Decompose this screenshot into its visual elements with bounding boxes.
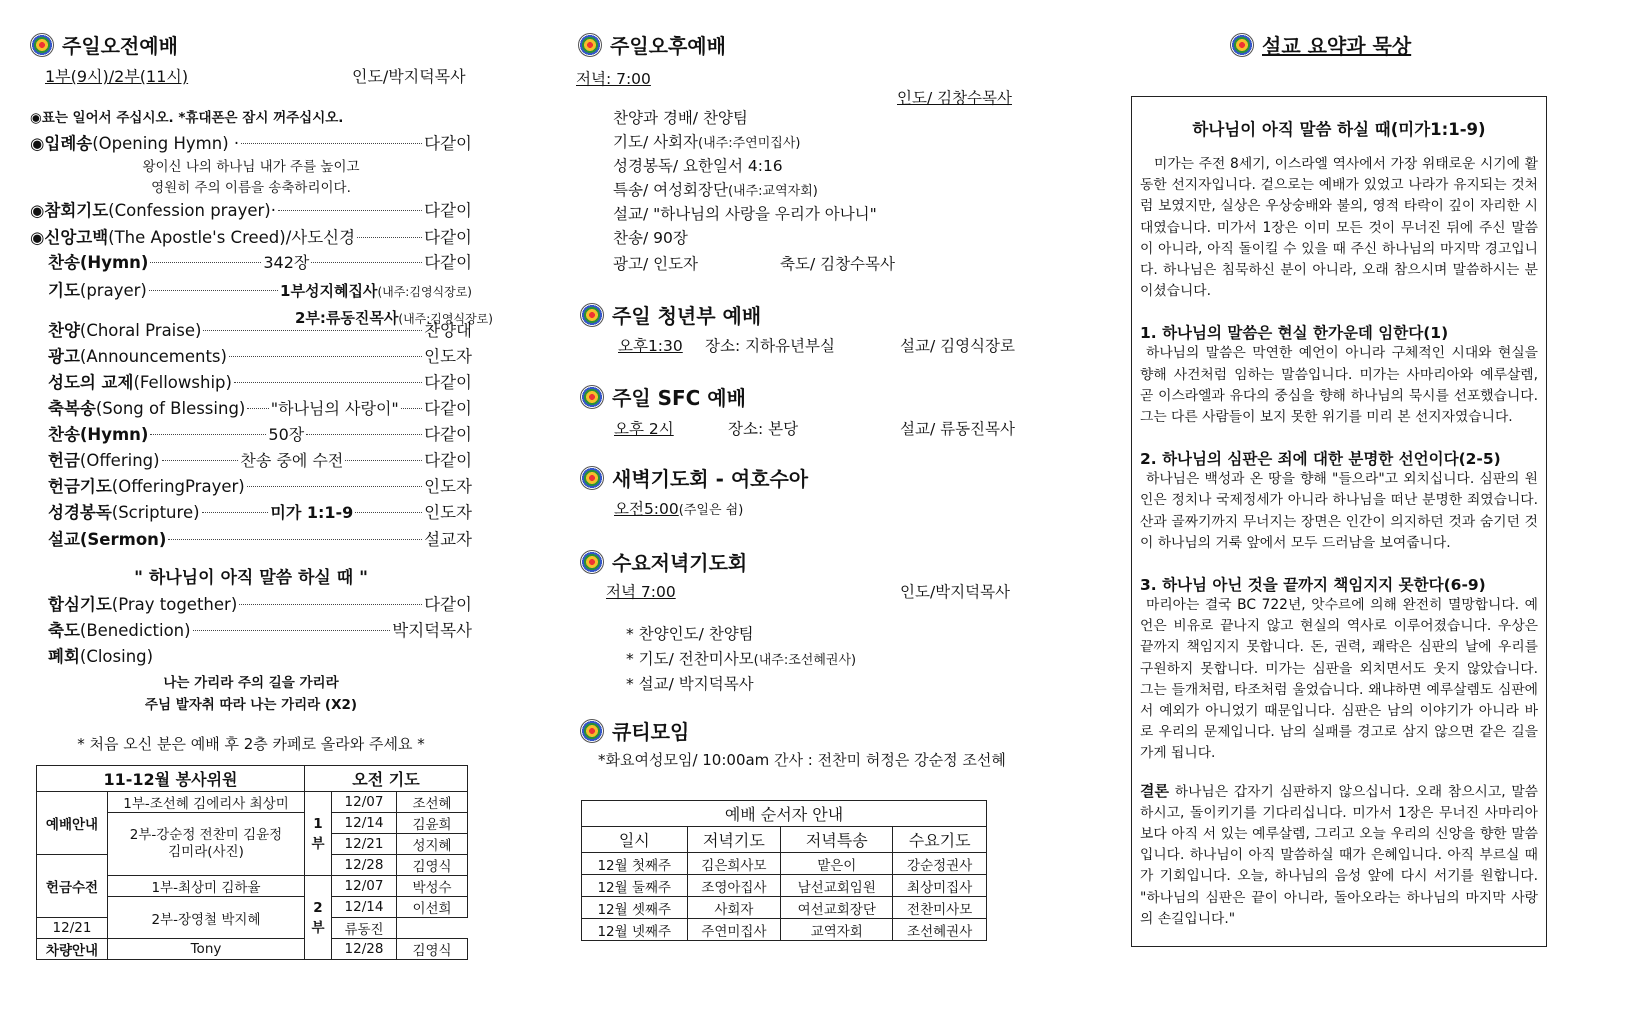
prayer-person: 김영식 (397, 855, 468, 876)
prayer-person: 김윤희 (397, 813, 468, 834)
worship-order-row (30, 197, 472, 221)
wednesday-prayer-title: 수요저녁기도회 (612, 551, 748, 575)
worship-order-leader: 인도자 (424, 503, 472, 522)
order-table-row (582, 919, 987, 941)
dawn-prayer-header (580, 463, 808, 492)
order-table-cell: 여선교회장단 (781, 897, 893, 919)
morning-service-header (30, 30, 178, 59)
prayer-date: 12/21 (332, 834, 397, 855)
sermon-summary-box-title: 하나님이 아직 말씀 하실 때(미가1:1-9) (1192, 120, 1486, 139)
opening-hymn-line2: 영원히 주의 이름을 송축하리이다. (151, 180, 351, 196)
leader-dots (202, 512, 269, 513)
worship-order-detail: 50장 (268, 425, 305, 444)
afternoon-service-leader: 인도/ 김창수목사 (897, 89, 1012, 107)
afternoon-line-note: (내주:교역자회) (727, 184, 818, 199)
worship-order-detail: 미가 1:1-9 (270, 503, 354, 522)
leader-dots (278, 210, 422, 211)
worship-order-leader: 다같이 (424, 228, 472, 247)
afternoon-service-title: 주일오후예배 (610, 34, 726, 58)
afternoon-benediction: 축도/ 김창수목사 (780, 255, 895, 273)
sfc-service-place: 장소: 본당 (728, 420, 799, 438)
afternoon-line-text: 설교/ "하나님의 사랑을 우리가 아나니" (613, 205, 877, 223)
worship-order-sub: (Closing) (79, 647, 154, 666)
order-table-header-row (582, 827, 987, 853)
worship-order-label: 성경봉독 (48, 503, 112, 522)
qt-header (580, 716, 689, 745)
prayer-person: 이선희 (397, 897, 468, 918)
worship-order-leader: 다같이 (424, 595, 472, 614)
order-table-cell: 12월 셋째주 (582, 897, 688, 919)
worship-order-row (30, 395, 472, 419)
worship-order-label: 축도 (48, 621, 80, 640)
volunteer-item: 1부-최상미 김하율 (108, 876, 305, 897)
sermon-section-heading: 2. 하나님의 심판은 죄에 대한 분명한 선언이다(2-5) (1140, 450, 1501, 469)
standing-notice: ◉표는 일어서 주십시오. *휴대폰은 잠시 꺼주십시오. (30, 110, 344, 126)
order-table-row (582, 875, 987, 897)
order-table-cell: 김은희사모 (687, 853, 781, 875)
morning-service-title: 주일오전예배 (62, 34, 178, 58)
worship-order-sub: (Announcements) (79, 347, 227, 366)
prayer-part-label: 1 부 (305, 792, 332, 876)
volunteer-table-head-right: 오전 기도 (305, 766, 468, 792)
volunteer-group-label: 헌금수전 (37, 855, 108, 918)
prayer-date: 12/28 (332, 939, 397, 960)
conclusion-label: 결론 (1140, 781, 1169, 800)
leader-dots (168, 539, 422, 540)
leader-dots (345, 460, 422, 461)
sermon-summary-title: 설교 요약과 묵상 (1262, 34, 1412, 58)
morning-service-times: 1부(9시)/2부(11시) (45, 67, 189, 86)
worship-order-row (30, 249, 472, 273)
afternoon-line (613, 106, 748, 128)
afternoon-announcement: 광고/ 인도자 (613, 255, 699, 273)
youth-service-place: 장소: 지하유년부실 (705, 337, 835, 355)
worship-order-sub: (Offering) (79, 451, 160, 470)
worship-order-leader: 인도자 (424, 477, 472, 496)
church-emblem-icon (580, 550, 604, 574)
church-emblem-icon (578, 33, 602, 57)
volunteer-item: Tony (108, 939, 305, 960)
worship-order-sub: (Choral Praise) (79, 321, 202, 340)
prayer-date: 12/07 (332, 876, 397, 897)
order-table-caption: 예배 순서자 안내 (582, 801, 987, 827)
youth-service-preacher: 설교/ 김영식장로 (900, 337, 1015, 355)
wednesday-line-text: * 설교/ 박지덕목사 (626, 675, 754, 693)
worship-order-label: 헌금기도 (48, 477, 112, 496)
worship-order-row (30, 643, 472, 667)
volunteer-table-head-left: 11-12월 봉사위원 (37, 766, 305, 792)
afternoon-line (613, 130, 800, 152)
worship-order-label: 광고 (48, 347, 80, 366)
qt-title: 큐티모임 (612, 720, 690, 744)
worship-order-row (30, 369, 472, 393)
order-table-cell: 맡은이 (781, 853, 893, 875)
worship-order-leader: 인도자 (424, 347, 472, 366)
wednesday-line-note: (내주:조선혜권사) (753, 653, 857, 668)
afternoon-line-text: 성경봉독/ 요한일서 4:16 (613, 157, 783, 175)
wednesday-prayer-time: 저녁 7:00 (606, 583, 676, 601)
worship-order-leader: 찬양대 (424, 321, 472, 340)
worship-order-leader: 다같이 (424, 399, 472, 418)
sfc-service-header (580, 382, 746, 411)
worship-order-label: 헌금 (48, 451, 80, 470)
order-table-cell: 최상미집사 (893, 875, 987, 897)
afternoon-line-text: 찬양과 경배/ 찬양팀 (613, 109, 748, 127)
afternoon-line (613, 178, 818, 200)
order-table-cell: 12월 첫째주 (582, 853, 688, 875)
worship-order-label: 폐회 (48, 647, 80, 666)
leader-dots (247, 408, 268, 409)
worship-order-leader: 다같이 (424, 425, 472, 444)
second-service-prayer (295, 307, 493, 328)
leader-dots (150, 262, 261, 263)
order-table-cell: 12월 둘째주 (582, 875, 688, 897)
volunteer-table (36, 765, 468, 960)
wednesday-line (626, 672, 754, 694)
worship-order-row (30, 499, 472, 523)
volunteer-item: 2부-장영철 박지혜 (108, 897, 305, 939)
worship-order-label: 찬송(Hymn) (48, 253, 149, 272)
sermon-title: " 하나님이 아직 말씀 하실 때 " (134, 568, 368, 588)
sermon-intro: 미가는 주전 8세기, 이스라엘 역사에서 가장 위태로운 시기에 활동한 선지자입니다. 겉으로는 예배가 있었고 나라가 유지되는 것처럼 보였지만, 실상은 우상숭배와 불의, 영적 타락이 깊이 자리한 시대였습니다. 미가서 1장은 이미 모든 것이 무너진 뒤에 주신 말씀이 아니라, 아직 돌이킬 수 있을 때 주신 하나님의 마지막 경고입니다. 하나님은 침묵하신 분이 아니라, 오래 참으시며 말씀하시는 분이셨습니다. (1140, 156, 1538, 300)
prayer-date: 12/14 (332, 813, 397, 834)
sfc-service-time: 오후 2시 (614, 420, 674, 438)
worship-order-detail: 찬송 중에 수전 (240, 451, 344, 470)
worship-order-sub: (Song of Blessing) (95, 399, 246, 418)
closing-song-line2: 주님 발자취 따라 나는 가리라 (X2) (144, 697, 358, 713)
order-table-header: 일시 (582, 827, 688, 853)
worship-order-sub: (prayer) (79, 281, 147, 300)
wednesday-prayer-header (580, 547, 747, 576)
sermon-section-heading: 1. 하나님의 말씀은 현실 한가운데 임한다(1) (1140, 324, 1449, 343)
worship-order-row (30, 224, 472, 248)
afternoon-line (613, 202, 877, 224)
volunteer-item: 1부-조선혜 김에리사 최상미 (108, 792, 305, 813)
worship-order-label: ◉입례송 (30, 134, 93, 153)
order-table-row (582, 853, 987, 875)
qt-detail: *화요여성모임/ 10:00am 간사 : 전찬미 허정은 강순정 조선혜 (598, 751, 1006, 769)
order-table-cell: 조영아집사 (687, 875, 781, 897)
worship-order-sub: (Benediction) (79, 621, 191, 640)
leader-dots (162, 460, 239, 461)
dawn-prayer-title: 새벽기도회 - 여호수아 (612, 467, 809, 491)
sermon-section-body: 하나님은 백성과 온 땅을 향해 "들으라"고 외치십니다. 심판의 원인은 정치나 국제정세가 아니라 하나님을 떠난 분명한 죄였습니다. 산과 골짜기까지 무너지는 장면은 인간이 의지하던 것과 숨기던 것이 하나님의 거룩 앞에서 모두 드러남을 보여줍니다. (1140, 471, 1538, 551)
order-table-cell: 사회자 (687, 897, 781, 919)
dawn-prayer-time-row (614, 497, 743, 519)
worship-order-sub: (Scripture) (111, 503, 200, 522)
order-table-cell: 주연미집사 (687, 919, 781, 941)
prayer-person: 박성수 (397, 876, 468, 897)
wednesday-line (626, 622, 754, 644)
order-table-header: 수요기도 (893, 827, 987, 853)
prayer-person: 김영식 (397, 939, 468, 960)
worship-order-row (30, 526, 472, 550)
worship-order-detail: "하나님의 사랑이" (270, 399, 399, 418)
leader-dots (355, 512, 422, 513)
closing-song-line1: 나는 가리라 주의 길을 가리라 (163, 675, 339, 691)
afternoon-line-note: (내주:주연미집사) (698, 136, 801, 151)
afternoon-service-header (578, 30, 726, 59)
sermon-section-body: 하나님의 말씀은 막연한 예언이 아니라 구체적인 시대와 현실을 향해 사건처럼 임하는 말씀입니다. 미가는 사마리아와 예루살렘, 곧 이스라엘과 유다의 중심을 향해 하나님의 묵시를 선포했습니다. 그는 다른 사람들이 보지 못한 위기를 미리 본 선지자였습니다. (1140, 345, 1538, 426)
sfc-service-title: 주일 SFC 예배 (612, 386, 746, 410)
prayer-date: 12/07 (332, 792, 397, 813)
youth-service-time: 오후1:30 (618, 337, 683, 355)
worship-order-sub: (Confession prayer)· (108, 201, 276, 220)
dawn-prayer-time: 오전5:00 (614, 500, 679, 518)
afternoon-service-time: 저녁: 7:00 (576, 70, 651, 88)
leader-dots (149, 290, 278, 291)
worship-order-label: ◉참회기도 (30, 201, 109, 220)
worship-order-label: 축복송 (48, 399, 96, 418)
order-table-cell: 교역자회 (781, 919, 893, 941)
sfc-service-preacher: 설교/ 류동진목사 (900, 420, 1015, 438)
order-table-cell: 조선혜권사 (893, 919, 987, 941)
church-emblem-icon (580, 303, 604, 327)
worship-order-label: 찬송(Hymn) (48, 425, 149, 444)
worship-order-row (30, 343, 472, 367)
sermon-summary-body (1132, 154, 1546, 930)
worship-order-table (581, 800, 987, 941)
prayer-part-label: 2 부 (305, 876, 332, 960)
order-table-cell: 강순정권사 (893, 853, 987, 875)
morning-service-leader: 인도/박지덕목사 (352, 67, 466, 86)
youth-service-header (580, 300, 761, 329)
prayer-date: 12/28 (332, 855, 397, 876)
leader-dots (247, 486, 422, 487)
worship-order-row (30, 473, 472, 497)
church-emblem-icon (580, 385, 604, 409)
wednesday-prayer-leader: 인도/박지덕목사 (900, 583, 1011, 601)
afternoon-line-text: 기도/ 사회자 (613, 133, 699, 151)
leader-dots (311, 262, 422, 263)
opening-hymn-line1: 왕이신 나의 하나님 내가 주를 높이고 (142, 159, 360, 175)
leader-dots (306, 434, 422, 435)
sermon-conclusion (1140, 781, 1538, 930)
order-table-cell: 남선교회임원 (781, 875, 893, 897)
sermon-sections (1140, 321, 1538, 764)
sermon-summary-header (1230, 30, 1411, 59)
volunteer-item: 2부-강순정 전찬미 김윤정 김미라(사진) (108, 813, 305, 876)
worship-order-row (30, 130, 472, 154)
worship-order-leader: 설교자 (424, 530, 472, 549)
worship-order-sub: (OfferingPrayer) (111, 477, 245, 496)
worship-order-label: 성도의 교제 (48, 373, 134, 392)
worship-order-leader: 다같이 (424, 253, 473, 272)
volunteer-group-label: 예배안내 (37, 792, 108, 855)
leader-dots (193, 630, 391, 631)
dawn-prayer-note: (주일은 쉼) (678, 503, 744, 518)
worship-order-label: 기도 (48, 281, 80, 300)
worship-order-sub: (Fellowship) (133, 373, 232, 392)
worship-order-leader: 다같이 (424, 201, 472, 220)
worship-order-row (30, 617, 472, 641)
church-emblem-icon (580, 719, 604, 743)
worship-order-prayer-note: (내주:김영식장로) (377, 285, 472, 299)
leader-dots (239, 604, 422, 605)
worship-order-label: 찬양 (48, 321, 80, 340)
visitor-note: * 처음 오신 분은 예배 후 2층 카페로 올라와 주세요 * (77, 735, 425, 753)
prayer-person: 조선혜 (397, 792, 468, 813)
worship-order-row (30, 591, 472, 615)
order-table-header: 저녁특송 (781, 827, 893, 853)
order-table-cell: 12월 넷째주 (582, 919, 688, 941)
order-table-body (582, 853, 987, 941)
leader-dots (241, 143, 422, 144)
leader-dots (229, 356, 422, 357)
leader-dots (150, 434, 266, 435)
sermon-section-heading: 3. 하나님 아닌 것을 끝까지 책임지지 못한다(6-9) (1140, 576, 1486, 595)
worship-order-leader: 1부성지혜집사 (280, 282, 378, 300)
worship-order-row (30, 277, 472, 301)
youth-service-title: 주일 청년부 예배 (612, 304, 762, 328)
prayer-date: 12/21 (37, 918, 108, 939)
worship-order-label: ◉신앙고백 (30, 228, 109, 247)
order-table-header: 저녁기도 (687, 827, 781, 853)
worship-order-label: 합심기도 (48, 595, 112, 614)
worship-order-sub: (Opening Hymn) · (92, 134, 240, 153)
order-table-row (582, 897, 987, 919)
church-emblem-icon (580, 466, 604, 490)
worship-order-row (30, 421, 472, 445)
sermon-summary-box (1131, 96, 1547, 947)
wednesday-line-text: * 찬양인도/ 찬양팀 (626, 625, 754, 643)
leader-dots (357, 237, 422, 238)
prayer-person: 성지혜 (397, 834, 468, 855)
wednesday-line (626, 647, 856, 669)
afternoon-line (613, 226, 688, 248)
worship-order-detail: 342장 (263, 253, 310, 272)
worship-order-sub: (The Apostle's Creed)/사도신경 (108, 228, 356, 247)
leader-dots (401, 408, 422, 409)
leader-dots (203, 330, 422, 331)
conclusion-text: 하나님은 갑자기 심판하지 않으십니다. 오래 참으시고, 말씀하시고, 돌이키기를 기다리십니다. 미가서 1장은 무너진 사마리아보다 아직 서 있는 예루살렘, 그리고 오늘 우리의 신앙을 향한 말씀입니다. 하나님이 아직 말씀하실 때가 은혜입니다. 아직 부르실 때가 기회입니다. 오늘, 하나님의 음성 앞에 다시 서기를 원합니다. "하나님의 심판은 끝이 아니라, 돌아오라는 하나님의 마지막 사랑의 손길입니다." (1140, 783, 1539, 927)
sermon-section-body: 마리아는 결국 BC 722년, 앗수르에 의해 완전히 멸망합니다. 예언은 비유로 끝나지 않고 현실의 역사로 이루어졌습니다. 우상은 끝까지 책임지지 못합니다. 돈, 권력, 쾌락은 심판의 날에 우리를 구원하지 못합니다. 미가는 심판을 외치면서도 웃지 않았습니다. 그는 들개처럼, 타조처럼 울었습니다. 왜냐하면 예루살렘도 심판에서 예외가 아니었기 때문입니다. 심판은 남의 이야기가 아니라 바로 우리의 문제입니다. 남의 실패를 경고로 삼지 않으면 같은 길을 가게 됩니다. (1140, 597, 1538, 762)
afternoon-line-text: 특송/ 여성회장단 (613, 181, 728, 199)
second-service-prayer-note: (내주:김영식장로) (398, 312, 493, 326)
worship-order-leader: 다같이 (424, 451, 473, 470)
afternoon-line-text: 찬송/ 90장 (613, 229, 688, 247)
wednesday-line-text: * 기도/ 전찬미사모 (626, 650, 754, 668)
worship-order-list (30, 130, 472, 675)
order-table-cell: 전찬미사모 (893, 897, 987, 919)
afternoon-line (613, 154, 783, 176)
church-emblem-icon (30, 33, 54, 57)
worship-order-leader: 다같이 (424, 134, 472, 153)
leader-dots (234, 382, 422, 383)
worship-order-sub: (Pray together) (111, 595, 238, 614)
volunteer-group-label: 차량안내 (37, 939, 108, 960)
prayer-person: 류동진 (332, 918, 397, 939)
worship-order-leader: 박지덕목사 (392, 621, 472, 640)
church-emblem-icon (1230, 33, 1254, 57)
prayer-date: 12/14 (332, 897, 397, 918)
worship-order-row (30, 447, 472, 471)
second-service-prayer-name: 2부:류동진목사 (295, 309, 399, 327)
worship-order-label: 설교(Sermon) (48, 530, 167, 549)
worship-order-leader: 다같이 (424, 373, 472, 392)
